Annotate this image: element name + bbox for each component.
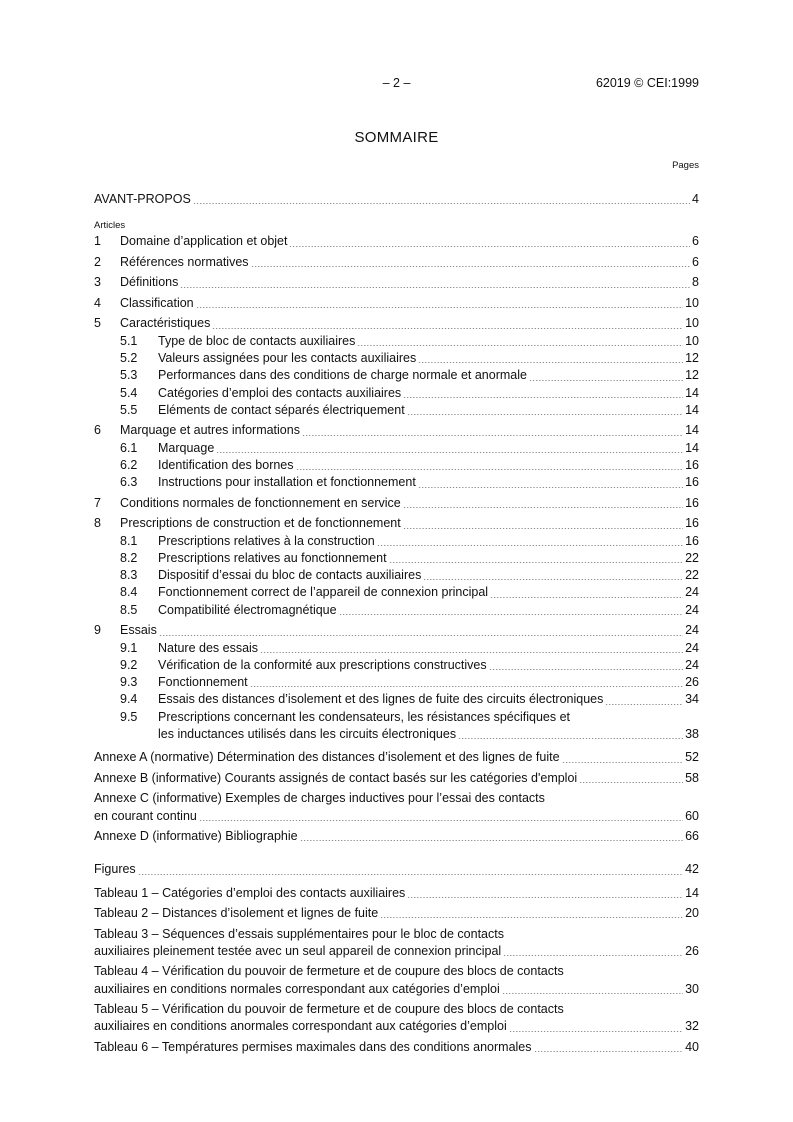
section-title[interactable]: Essais des distances d’isolement et des lignes de fuite des circuits électroniques [158, 692, 604, 707]
dot-leader [289, 246, 690, 247]
toc-entry[interactable] [94, 622, 699, 639]
page-reference[interactable]: 24 [685, 623, 699, 638]
page-reference[interactable]: 4 [692, 192, 699, 207]
toc-entry-line [94, 861, 699, 878]
toc-entry[interactable] [94, 691, 699, 708]
toc-entry[interactable] [94, 515, 699, 532]
toc-entry-line [94, 1039, 699, 1056]
toc-entry[interactable] [94, 749, 699, 766]
page-reference[interactable]: 22 [685, 568, 699, 583]
document-reference: 62019 © CEI:1999 [595, 76, 699, 90]
toc-entry[interactable] [94, 385, 699, 402]
page-reference[interactable]: 38 [685, 727, 699, 741]
section-number: 9.3 [120, 675, 138, 690]
dot-leader [380, 917, 683, 918]
toc-entry-line [94, 567, 699, 584]
toc-entry-line [94, 350, 699, 367]
section-title[interactable]: Figures [94, 862, 136, 877]
dot-leader [579, 782, 683, 783]
dot-leader [502, 993, 683, 994]
toc-entry-line [94, 315, 699, 332]
page-reference[interactable]: 66 [685, 829, 699, 844]
dot-leader [251, 266, 691, 267]
section-title[interactable]: Compatibilité électromagnétique [158, 602, 337, 617]
dot-leader [562, 762, 684, 763]
toc-entry[interactable] [94, 233, 699, 250]
page-reference[interactable]: 14 [685, 385, 699, 400]
section-title[interactable]: auxiliaires en conditions anormales correspondant aux catégories d’emploi [94, 1019, 507, 1034]
toc-entry-line [94, 233, 699, 250]
dot-leader [509, 1031, 683, 1032]
dot-leader [423, 579, 683, 580]
toc-entry[interactable] [94, 790, 699, 825]
toc-entry-line [94, 474, 699, 491]
pages-label: Pages [672, 160, 699, 171]
toc-entry[interactable] [94, 440, 699, 457]
toc-entry-line [94, 515, 699, 532]
toc-entry[interactable] [94, 422, 699, 439]
page-reference[interactable]: 14 [685, 440, 699, 455]
section-title[interactable]: Nature des essais [158, 640, 259, 655]
section-title[interactable]: auxiliaires pleinement testée avec un seul appareil de connexion principal [94, 943, 502, 958]
toc-entry[interactable] [94, 1039, 699, 1056]
toc-entry[interactable] [94, 885, 699, 902]
toc-entry[interactable] [94, 367, 699, 384]
page-reference[interactable]: 6 [692, 234, 699, 249]
page-reference[interactable]: 12 [685, 351, 699, 366]
section-title[interactable]: Tableau 6 – Températures permises maximales dans des conditions anormales [94, 1039, 532, 1054]
toc-entry-line [94, 828, 699, 845]
toc-entry-line [94, 622, 699, 639]
dot-leader [250, 686, 683, 687]
section-title[interactable]: Annexe A (normative) Détermination des distances d’isolement et des lignes de fuite [94, 750, 560, 765]
section-title[interactable]: auxiliaires en conditions normales correspondant aux catégories d’emploi [94, 981, 500, 996]
page-title: SOMMAIRE [354, 129, 439, 146]
page-reference[interactable]: 16 [685, 475, 699, 490]
toc-entry-line [94, 770, 699, 787]
section-title[interactable]: Essais [120, 623, 157, 638]
section-number: 8.2 [120, 550, 138, 565]
section-title[interactable]: Tableau 2 – Distances d’isolement et lignes de fuite [94, 906, 379, 921]
toc-entry-line [94, 808, 699, 825]
toc-entry[interactable] [94, 674, 699, 691]
section-number: 7 [94, 495, 101, 510]
toc-entry[interactable] [94, 402, 699, 419]
toc-entry-line [94, 691, 699, 708]
dot-leader [534, 1051, 684, 1052]
page-reference[interactable]: 30 [685, 981, 699, 996]
page-reference[interactable]: 24 [685, 602, 699, 617]
section-title[interactable]: Catégories d’emploi des contacts auxiliaires [158, 385, 402, 400]
section-title[interactable]: Définitions [120, 275, 179, 290]
section-number: 5 [94, 316, 101, 331]
page-reference[interactable]: 10 [685, 333, 699, 348]
section-title[interactable]: Fonctionnement [158, 675, 248, 690]
section-number: 8.4 [120, 585, 138, 600]
section-number: 6.3 [120, 475, 138, 490]
section-title[interactable]: Tableau 4 – Vérification du pouvoir de fermeture et de coupure des blocs de contacts [94, 964, 564, 979]
section-title[interactable]: Annexe C (informative) Exemples de charges inductives pour l’essai des contacts [94, 791, 545, 806]
section-title[interactable]: Valeurs assignées pour les contacts auxiliaires [158, 351, 417, 366]
dot-leader [138, 874, 683, 875]
toc-entry-line [94, 495, 699, 512]
dot-leader [503, 955, 683, 956]
section-number: 6.1 [120, 440, 138, 455]
section-title[interactable]: Domaine d’application et objet [120, 234, 288, 249]
dot-leader [403, 528, 683, 529]
toc-entry-line [94, 749, 699, 766]
toc-entry[interactable] [94, 905, 699, 922]
page-reference[interactable]: 10 [685, 295, 699, 310]
page-reference[interactable]: 52 [685, 750, 699, 765]
toc-entry-line [94, 402, 699, 419]
section-number: 9.2 [120, 657, 138, 672]
section-number: 6.2 [120, 457, 138, 472]
dot-leader [180, 287, 690, 288]
section-title[interactable]: Tableau 3 – Séquences d’essais supplémentaires pour le bloc de contacts [94, 926, 504, 941]
toc-entry-line [94, 274, 699, 291]
section-title[interactable]: Annexe D (informative) Bibliographie [94, 829, 298, 844]
section-title[interactable]: Type de bloc de contacts auxiliaires [158, 333, 356, 348]
page-reference[interactable]: 22 [685, 550, 699, 565]
toc-entry[interactable] [94, 474, 699, 491]
toc-entry[interactable] [94, 350, 699, 367]
dot-leader [403, 397, 683, 398]
dot-leader [407, 414, 683, 415]
toc-entry[interactable] [94, 926, 699, 961]
section-number: 2 [94, 254, 101, 269]
dot-leader [339, 614, 684, 615]
section-title[interactable]: Dispositif d’essai du bloc de contacts auxiliaires [158, 568, 422, 583]
toc-entry[interactable] [94, 861, 699, 878]
toc-entry-line [94, 295, 699, 312]
toc-entry[interactable] [94, 584, 699, 601]
section-number: 9.4 [120, 692, 138, 707]
section-title[interactable]: Eléments de contact séparés électriquement [158, 402, 405, 417]
section-number: 9.1 [120, 640, 138, 655]
section-title[interactable]: Classification [120, 295, 194, 310]
toc-entry-line [94, 367, 699, 384]
toc-entry[interactable] [94, 567, 699, 584]
toc-entry[interactable] [94, 274, 699, 291]
toc-entry-line [94, 943, 699, 960]
toc-entry-line [94, 790, 699, 807]
page-reference[interactable]: 34 [685, 692, 699, 707]
section-number: 3 [94, 275, 101, 290]
section-number: 5.5 [120, 402, 138, 417]
toc-entry[interactable] [94, 828, 699, 845]
page-reference[interactable]: 16 [685, 457, 699, 472]
section-title[interactable]: Tableau 1 – Catégories d’emploi des contacts auxiliaires [94, 885, 406, 900]
toc-entry-line [94, 550, 699, 567]
toc-entry[interactable] [94, 1001, 699, 1036]
dot-leader [199, 820, 683, 821]
dot-leader [403, 507, 683, 508]
section-number: 5.2 [120, 351, 138, 366]
section-number: 9.5 [120, 709, 138, 724]
toc-entry-line [94, 926, 699, 943]
toc-entry[interactable] [94, 770, 699, 787]
toc-entry[interactable] [94, 963, 699, 998]
section-number: 8 [94, 516, 101, 531]
toc-entry-line [94, 709, 699, 726]
section-number: 1 [94, 234, 101, 249]
toc-entry-line [94, 885, 699, 902]
section-title[interactable]: Conditions normales de fonctionnement en service [120, 495, 401, 510]
section-title[interactable]: Caractéristiques [120, 316, 211, 331]
toc-entry-line [94, 981, 699, 998]
toc-entry[interactable] [94, 315, 699, 332]
toc-entry[interactable] [94, 709, 699, 744]
page-reference[interactable]: 14 [685, 885, 699, 900]
toc-entry-line [94, 333, 699, 350]
section-number: 8.5 [120, 602, 138, 617]
toc-entry-line [94, 963, 699, 980]
section-title[interactable]: Prescriptions de construction et de fonctionnement [120, 516, 401, 531]
toc-entry[interactable] [94, 295, 699, 312]
section-title[interactable]: Identification des bornes [158, 457, 294, 472]
section-number: 5.4 [120, 385, 138, 400]
dot-leader [377, 545, 683, 546]
dot-leader [357, 345, 683, 346]
dot-leader [389, 562, 684, 563]
page-reference[interactable]: 26 [685, 675, 699, 690]
toc-entry-line [94, 1001, 699, 1018]
section-title[interactable]: AVANT-PROPOS [94, 192, 191, 207]
page-reference[interactable]: 8 [692, 275, 699, 290]
toc-entry-line [94, 657, 699, 674]
page-reference[interactable]: 24 [685, 640, 699, 655]
toc-entry[interactable] [94, 457, 699, 474]
dot-leader [193, 203, 690, 204]
table-of-contents [94, 188, 699, 1056]
page-reference[interactable]: 16 [685, 516, 699, 531]
page-reference[interactable]: 26 [685, 943, 699, 958]
dot-leader [216, 452, 683, 453]
dot-leader [458, 738, 683, 739]
section-title[interactable]: Vérification de la conformité aux prescriptions constructives [158, 657, 487, 672]
dot-leader [196, 307, 683, 308]
section-number: 5.1 [120, 333, 138, 348]
page-reference[interactable]: 12 [685, 368, 699, 383]
dot-leader [300, 840, 684, 841]
dot-leader [302, 435, 683, 436]
page-reference[interactable]: 16 [685, 533, 699, 548]
section-title[interactable]: Annexe B (informative) Courants assignés de contact basés sur les catégories d'emploi [94, 770, 578, 785]
section-number: 9 [94, 623, 101, 638]
page-reference[interactable]: 32 [685, 1019, 699, 1034]
toc-entry-line [94, 1018, 699, 1035]
section-title[interactable]: Références normatives [120, 254, 249, 269]
section-title[interactable]: Tableau 5 – Vérification du pouvoir de fermeture et de coupure des blocs de contacts [94, 1002, 564, 1017]
dot-leader [490, 597, 683, 598]
toc-entry-line [94, 905, 699, 922]
page-reference[interactable]: 58 [685, 770, 699, 785]
toc-entry-line [94, 457, 699, 474]
dot-leader [260, 652, 683, 653]
section-title[interactable]: Instructions pour installation et fonctionnement [158, 475, 416, 490]
toc-entry[interactable] [94, 640, 699, 657]
toc-entry-line [94, 422, 699, 439]
page-reference[interactable]: 10 [685, 316, 699, 331]
toc-entry[interactable] [94, 550, 699, 567]
section-title[interactable]: Marquage [158, 440, 215, 455]
dot-leader [159, 635, 683, 636]
toc-entry[interactable] [94, 191, 699, 208]
toc-entry-line [94, 254, 699, 271]
toc-entry[interactable] [94, 657, 699, 674]
dot-leader [418, 487, 683, 488]
toc-entry[interactable] [94, 533, 699, 550]
toc-entry-line [94, 674, 699, 691]
page-reference[interactable]: 24 [685, 657, 699, 672]
dot-leader [418, 362, 683, 363]
dot-leader [529, 380, 683, 381]
page-reference[interactable]: 24 [685, 585, 699, 600]
dot-leader [489, 669, 683, 670]
section-title[interactable]: Prescriptions concernant les condensateurs, les résistances spécifiques et [158, 709, 571, 724]
toc-entry-line [94, 584, 699, 601]
section-title[interactable]: Prescriptions relatives à la construction [158, 533, 375, 548]
dot-leader [407, 897, 683, 898]
section-title[interactable]: Fonctionnement correct de l’appareil de connexion principal [158, 585, 489, 600]
page-reference[interactable]: 60 [685, 808, 699, 823]
page-reference[interactable]: 16 [685, 495, 699, 510]
toc-entry-line [94, 640, 699, 657]
toc-entry[interactable] [94, 602, 699, 619]
page-reference[interactable]: 6 [692, 254, 699, 269]
page-reference[interactable]: 20 [685, 906, 699, 921]
section-title[interactable]: Marquage et autres informations [120, 423, 300, 438]
toc-entry[interactable] [94, 333, 699, 350]
page-reference[interactable]: 14 [685, 402, 699, 417]
page-reference[interactable]: 14 [685, 423, 699, 438]
toc-entry-line [94, 726, 699, 743]
toc-entry-line [94, 602, 699, 619]
section-title[interactable]: Prescriptions relatives au fonctionnement [158, 550, 387, 565]
section-number: 5.3 [120, 368, 138, 383]
dot-leader [605, 704, 683, 705]
section-number: 4 [94, 295, 101, 310]
section-title[interactable]: les inductances utilisés dans les circuits électroniques [158, 727, 457, 741]
section-title[interactable]: Performances dans des conditions de charge normale et anormale [158, 368, 527, 383]
section-number: 8.1 [120, 533, 138, 548]
toc-entry-line [94, 440, 699, 457]
toc-entry[interactable] [94, 254, 699, 271]
toc-entry[interactable] [94, 495, 699, 512]
dot-leader [296, 469, 684, 470]
page-reference[interactable]: 42 [685, 862, 699, 877]
toc-entry-line [94, 385, 699, 402]
section-number: 8.3 [120, 568, 138, 583]
toc-entry-line [94, 533, 699, 550]
page-reference[interactable]: 40 [685, 1039, 699, 1054]
page-number: – 2 – [382, 76, 411, 90]
section-title[interactable]: en courant continu [94, 808, 197, 823]
dot-leader [212, 328, 683, 329]
articles-label: Articles [94, 220, 126, 232]
section-number: 6 [94, 423, 101, 438]
toc-entry-line [94, 191, 699, 208]
